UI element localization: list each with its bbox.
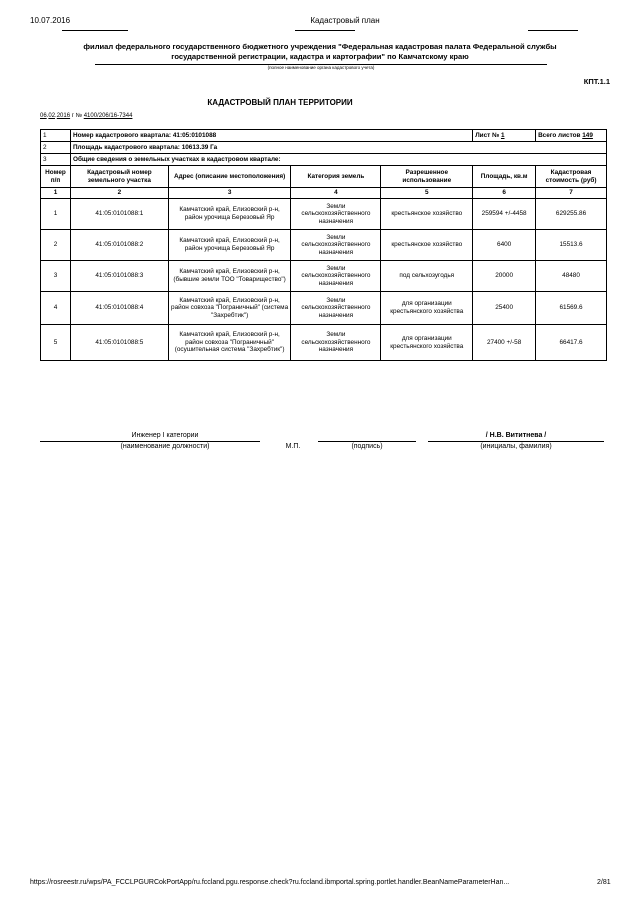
- sheet-label: Лист №: [475, 131, 500, 139]
- row-number: 3: [41, 261, 71, 292]
- row-number: 2: [41, 230, 71, 261]
- name-line: [428, 441, 604, 442]
- position-caption: (наименование должности): [120, 443, 210, 450]
- area: 6400: [473, 230, 536, 261]
- section-2-number: 2: [41, 142, 71, 154]
- organization-line-2: государственной регистрации, кадастра и картографии" по Камчатскому краю: [171, 52, 469, 61]
- form-code: КПТ.1.1: [583, 77, 610, 86]
- section-2-row: [41, 142, 607, 154]
- organization-caption: (полное наименование органа кадастрового учета): [267, 65, 375, 70]
- col-number: 7: [536, 188, 607, 199]
- section-1-number: 1: [41, 130, 71, 142]
- table-row: [41, 325, 607, 361]
- col-header-area: Площадь, кв.м: [473, 166, 536, 188]
- quarter-number: Номер кадастрового квартала: 41:05:0101088: [70, 130, 472, 142]
- cadastral-number: 41:05:0101088:2: [70, 230, 168, 261]
- land-category: Земли сельскохозяйственного назначения: [291, 292, 381, 325]
- address: Камчатский край, Елизовский р-н, (бывшие земли ТОО "Товарищество"): [168, 261, 291, 292]
- signer-position: Инженер I категории: [131, 432, 199, 439]
- permitted-use: для организации крестьянского хозяйства: [381, 292, 473, 325]
- footer-url: https://rosreestr.ru/wps/PA_FCCLPGURCokPortApp/ru.fccland.pgu.response.check?ru.fccland.ibmportal.spring.portlet.handler.BeanNameParameterHan...: [30, 879, 510, 886]
- quarter-area: Площадь кадастрового квартала: 10613.39 Га: [70, 142, 606, 154]
- land-category: Земли сельскохозяйственного назначения: [291, 230, 381, 261]
- position-line: [40, 441, 260, 442]
- cadastral-number: 41:05:0101088:4: [70, 292, 168, 325]
- land-category: Земли сельскохозяйственного назначения: [291, 325, 381, 361]
- col-header-category: Категория земель: [291, 166, 381, 188]
- section-3-row: [41, 154, 607, 166]
- row-number: 1: [41, 199, 71, 230]
- area: 20000: [473, 261, 536, 292]
- col-header-cadastral-number: Кадастровый номер земельного участка: [70, 166, 168, 188]
- col-header-cost: Кадастровая стоимость (руб): [536, 166, 607, 188]
- col-header-permitted-use: Разрешенное использование: [381, 166, 473, 188]
- land-category: Земли сельскохозяйственного назначения: [291, 261, 381, 292]
- section-1-row: [41, 130, 607, 142]
- total-value: 149: [582, 131, 593, 139]
- row-number: 5: [41, 325, 71, 361]
- stamp-place: М.П.: [285, 443, 301, 450]
- table-row: [41, 230, 607, 261]
- permitted-use: крестьянское хозяйство: [381, 199, 473, 230]
- cadastral-number: 41:05:0101088:3: [70, 261, 168, 292]
- table-row: [41, 292, 607, 325]
- section-3-number: 3: [41, 154, 71, 166]
- document-title: КАДАСТРОВЫЙ ПЛАН ТЕРРИТОРИИ: [207, 98, 353, 107]
- table-row: [41, 261, 607, 292]
- page-counter: 2/81: [597, 879, 611, 886]
- signature-caption: (подпись): [351, 443, 383, 450]
- cadastral-cost: 61569.6: [536, 292, 607, 325]
- area: 25400: [473, 292, 536, 325]
- permitted-use: для организации крестьянского хозяйства: [381, 325, 473, 361]
- area: 27400 +/-58: [473, 325, 536, 361]
- cadastral-cost: 15513.6: [536, 230, 607, 261]
- col-number: 3: [168, 188, 291, 199]
- column-header-row: [41, 166, 607, 188]
- col-number: 1: [41, 188, 71, 199]
- sheet-value: 1: [500, 131, 505, 139]
- date-year: 2016: [56, 113, 71, 119]
- row-number: 4: [41, 292, 71, 325]
- address: Камчатский край, Елизовский р-н, район совхоза "Пограничный" (осушительная система "Захребтик"): [168, 325, 291, 361]
- print-title: Кадастровый план: [310, 16, 380, 25]
- cadastral-cost: 48480: [536, 261, 607, 292]
- cadastral-cost: 629255.86: [536, 199, 607, 230]
- cadastral-cost: 66417.6: [536, 325, 607, 361]
- total-label: Всего листов: [538, 131, 581, 139]
- column-number-row: [41, 188, 607, 199]
- land-category: Земли сельскохозяйственного назначения: [291, 199, 381, 230]
- address: Камчатский край, Елизовский р-н, район урочища Березовый Яр: [168, 230, 291, 261]
- permitted-use: под сельхозугодья: [381, 261, 473, 292]
- cadastral-table: [40, 129, 607, 361]
- date-month: 02: [48, 113, 56, 119]
- print-date: 10.07.2016: [30, 16, 71, 25]
- address: Камчатский край, Елизовский р-н, район урочища Березовый Яр: [168, 199, 291, 230]
- document-number: 4100/206/16-7344: [83, 113, 133, 119]
- sheet-number-cell: [473, 130, 536, 142]
- signature-line: [318, 441, 416, 442]
- name-caption: (инициалы, фамилия): [480, 443, 552, 450]
- cadastral-number: 41:05:0101088:5: [70, 325, 168, 361]
- table-row: [41, 199, 607, 230]
- number-label: г №: [71, 113, 83, 119]
- document-date-number: 06.02.2016 г № 4100/206/16-7344: [40, 113, 133, 119]
- organization-name: [60, 42, 580, 62]
- date-day: 06: [40, 113, 47, 119]
- section-3-title: Общие сведения о земельных участках в кадастровом квартале:: [70, 154, 606, 166]
- address: Камчатский край, Елизовский р-н, район совхоза "Пограничный" (система "Захребтик"): [168, 292, 291, 325]
- total-sheets-cell: [536, 130, 607, 142]
- area: 259594 +/-4458: [473, 199, 536, 230]
- col-number: 2: [70, 188, 168, 199]
- permitted-use: крестьянское хозяйство: [381, 230, 473, 261]
- cadastral-number: 41:05:0101088:1: [70, 199, 168, 230]
- col-header-address: Адрес (описание местоположения): [168, 166, 291, 188]
- organization-line-1: филиал федерального государственного бюджетного учреждения "Федеральная кадастровая палата Федеральной службы: [83, 42, 557, 51]
- col-number: 6: [473, 188, 536, 199]
- col-header-number: Номер п/п: [41, 166, 71, 188]
- signer-name: / Н.В. Вититнева /: [485, 432, 547, 439]
- col-number: 4: [291, 188, 381, 199]
- col-number: 5: [381, 188, 473, 199]
